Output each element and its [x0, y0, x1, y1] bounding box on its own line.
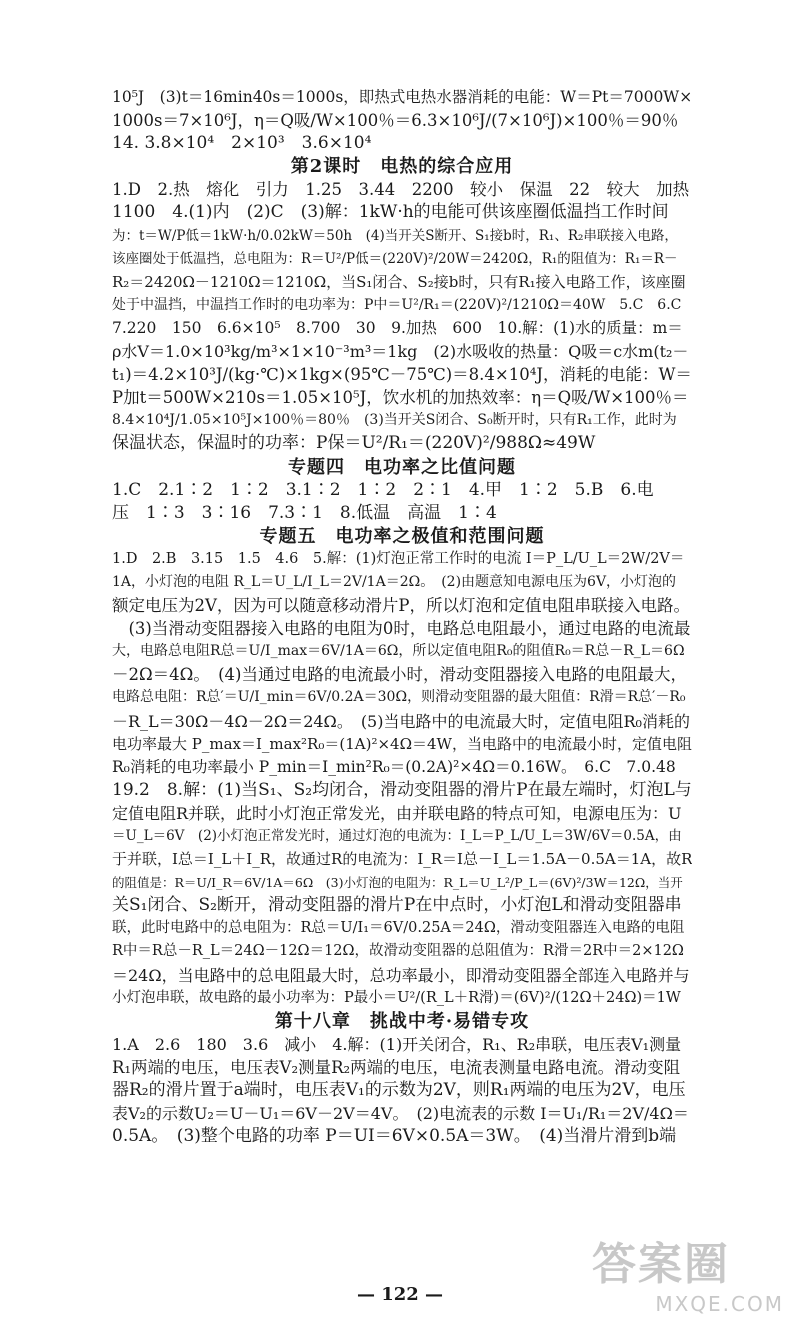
answer-line: 1100 4.(1)内 (2)C (3)解：1kW·h的电能可供该座圈低温挡工作时间: [112, 202, 669, 223]
answer-line: 为：t＝W/P低＝1kW·h/0.02kW＝50h (4)当开关S断开、S₁接b时，R₁、R₂串联接入电路，: [112, 227, 678, 244]
answer-line: －R_L＝30Ω－4Ω－2Ω＝24Ω。 (5)当电路中的电流最大时，定值电阻R₀消耗的: [112, 711, 690, 731]
answer-line: 保温状态，保温时的功率：P保＝U²/R₁＝(220V)²/988Ω≈49W: [112, 433, 596, 454]
answer-line: R中＝R总－R_L＝24Ω－12Ω＝12Ω，故滑动变阻器的总阻值为：R滑＝2R中＝2×12Ω: [112, 943, 684, 960]
answer-line: 联，此时电路中的总电阻为：R总＝U/I₁＝6V/0.25A＝24Ω，滑动变阻器连入电路的电阻: [112, 920, 685, 937]
answer-line: ρ水V＝1.0×10³kg/m³×1×10⁻³m³＝1kg (2)水吸收的热量：Q吸＝c水m(t₂－: [112, 342, 689, 362]
answer-line: 0.5A。 (3)整个电路的功率 P＝UI＝6V×0.5A＝3W。 (4)当滑片滑到b端: [112, 1126, 677, 1147]
watermark: [592, 1238, 792, 1333]
answer-line: ＝24Ω，当电路中的总电阻最大时，总功率最小，即滑动变阻器全部连入电路并与: [112, 965, 690, 985]
answer-line: ＝U_L＝6V (2)小灯泡正常发光时，通过灯泡的电流为：I_L＝P_L/U_L＝3W/6V＝0.5A，由: [112, 828, 682, 844]
answer-text-block: [112, 86, 692, 1148]
answer-line: 19.2 8.解：(1)当S₁、S₂均闭合，滑动变阻器的滑片P在最左端时，灯泡L与: [112, 779, 692, 800]
answer-line: 电功率最大 P_max＝I_max²R₀＝(1A)²×4Ω＝4W，当电路中的电流最小时，定值电阻: [112, 734, 692, 753]
answer-line: 1.C 2.1∶2 1∶2 3.1∶2 1∶2 2∶1 4.甲 1∶2 5.B 6.电: [112, 479, 654, 500]
answer-line: 压 1∶3 3∶16 7.3∶1 8.低温 高温 1∶4: [112, 502, 497, 523]
answer-line: 的阻值是：R＝U/I_R＝6V/1A＝6Ω (3)小灯泡的电阻为：R_L＝U_L²/P_L＝(6V)²/3W＝12Ω，当开: [112, 875, 683, 891]
answer-line: 关S₁闭合、S₂断开，滑动变阻器的滑片P在中点时，小灯泡L和滑动变阻器串: [112, 895, 682, 916]
section-heading: 第十八章 挑战中考·易错专攻: [274, 1010, 530, 1032]
section-heading: 专题五 电功率之极值和范围问题: [259, 525, 545, 547]
answer-line: 表V₂的示数U₂＝U－U₁＝6V－2V＝4V。 (2)电流表的示数 I＝U₁/R₁＝2V/4Ω＝: [112, 1104, 689, 1124]
answer-line: 1.A 2.6 180 3.6 减小 4.解：(1)开关闭合，R₁、R₂串联，电压表V₁测量: [112, 1034, 682, 1054]
answer-line: t₁)＝4.2×10³J/(kg·℃)×1kg×(95℃－75℃)＝8.4×10⁴J，消耗的电能：W＝: [112, 365, 692, 385]
watermark-logo-text: 答案圈: [592, 1239, 730, 1290]
answer-line: 小灯泡串联，故电路的最小功率为：P最小＝U²/(R_L＋R滑)＝(6V)²/(12Ω＋24Ω)＝1W: [112, 989, 681, 1006]
answer-line: 器R₂的滑片置于a端时，电压表V₁的示数为2V，则R₁两端的电压为2V，电压: [112, 1080, 686, 1101]
answer-line: 该座圈处于低温挡，总电阻为：R＝U²/P低＝(220V)²/20W＝2420Ω，R₁的阻值为：R₁＝R－: [112, 250, 678, 267]
section-heading: 第2课时 电热的综合应用: [290, 156, 514, 178]
answer-line: 1.D 2.热 熔化 引力 1.25 3.44 2200 较小 保温 22 较大 加热: [112, 180, 690, 200]
answer-line: 8.4×10⁴J/1.05×10⁵J×100％＝80％ (3)当开关S闭合、S₀断开时，只有R₁工作，此时为: [112, 412, 677, 429]
page-number: — 122 —: [356, 1284, 444, 1305]
answer-line: 1000s＝7×10⁶J，η＝Q吸/W×100％＝6.3×10⁶J/(7×10⁶J)×100％＝90％: [112, 111, 679, 131]
answer-line: (3)当滑动变阻器接入电路的电阻为0时，电路总电阻最小，通过电路的电流最: [112, 619, 691, 639]
answer-line: R₂＝2420Ω－1210Ω＝1210Ω，当S₁闭合、S₂接b时，只有R₁接入电路工作，该座圈: [112, 272, 686, 291]
answer-line: 1.D 2.B 3.15 1.5 4.6 5.解：(1)灯泡正常工作时的电流 I＝P_L/U_L＝2W/2V＝: [112, 550, 685, 567]
answer-line: R₀消耗的电功率最小 P_min＝I_min²R₀＝(0.2A)²×4Ω＝0.16W。 6.C 7.0.48: [112, 757, 676, 776]
answer-line: 14. 3.8×10⁴ 2×10³ 3.6×10⁴: [112, 133, 372, 154]
answer-line: 于并联，I总＝I_L＋I_R，故通过R的电流为：I_R＝I总－I_L＝1.5A－0.5A＝1A，故R: [112, 850, 692, 869]
answer-line: 7.220 150 6.6×10⁵ 8.700 30 9.加热 600 10.解：(1)水的质量：m＝: [112, 318, 683, 337]
answer-line: －2Ω＝4Ω。 (4)当通过电路的电流最小时，滑动变阻器接入电路的电阻最大，: [112, 665, 687, 685]
answer-line: 定值电阻R并联，此时小灯泡正常发光，由并联电路的特点可知，电源电压为：U: [112, 803, 682, 823]
answer-line: 处于中温挡，中温挡工作时的电功率为：P中＝U²/R₁＝(220V)²/1210Ω＝40W 5.C 6.C: [112, 296, 682, 313]
answer-line: 电路总电阻：R总′＝U/I_min＝6V/0.2A＝30Ω，则滑动变阻器的最大阻值：R滑＝R总′－R₀: [112, 689, 686, 706]
section-heading: 专题四 电功率之比值问题: [288, 456, 516, 478]
answer-line: 1A，小灯泡的电阻 R_L＝U_L/I_L＝2V/1A＝2Ω。 (2)由题意知电源电压为6V，小灯泡的: [112, 573, 677, 590]
watermark-url: MXQE.COM: [655, 1292, 784, 1316]
answer-line: 大，电路总电阻R总＝U/I_max＝6V/1A＝6Ω，所以定值电阻R₀的阻值R₀＝R总－R_L＝6Ω: [112, 643, 685, 660]
answer-line: 额定电压为2V，因为可以随意移动滑片P，所以灯泡和定值电阻串联接入电路。: [112, 596, 691, 616]
answer-line: R₁两端的电压，电压表V₂测量R₂两端的电压，电流表测量电路电流。滑动变阻: [112, 1057, 681, 1077]
answer-line: P加t＝500W×210s＝1.05×10⁵J，饮水机的加热效率：η＝Q吸/W×100％＝: [112, 388, 689, 408]
answer-line: 10⁵J (3)t＝16min40s＝1000s，即热式电热水器消耗的电能：W＝Pt＝7000W×: [112, 88, 692, 106]
